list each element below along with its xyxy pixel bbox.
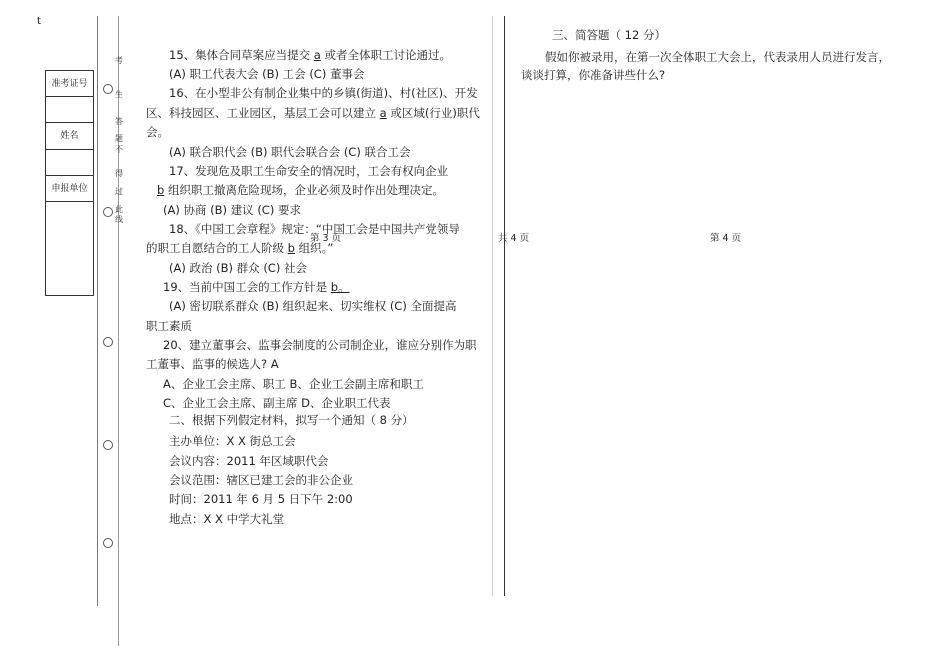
seal-char: 线 <box>115 215 123 224</box>
line-text: 区、科技园区、工业园区，基层工会可以建立 <box>146 106 380 120</box>
binding-hole <box>103 337 113 347</box>
question-line <box>163 396 391 411</box>
seal-char: 得 <box>115 169 123 178</box>
question-line <box>169 261 307 276</box>
line-text: (A) 政治 (B) 群众 (C) 社会 <box>169 261 307 275</box>
question-line <box>157 183 444 198</box>
question-line <box>169 145 410 160</box>
question-line <box>169 67 364 82</box>
exam-id-label: 准考证号 <box>46 71 93 97</box>
question-line <box>169 434 296 449</box>
question-line <box>169 512 284 527</box>
binding-line <box>97 16 98 606</box>
answer-blank: a <box>313 48 321 62</box>
line-text: 二、根据下列假定材料，拟写一个通知（ 8 分） <box>169 413 414 427</box>
question-line <box>169 48 451 63</box>
corner-mark: t <box>37 16 41 27</box>
line-text: 组织职工撤离危险现场，企业必须及时作出处理决定。 <box>164 183 444 197</box>
line-text: 18、《中国工会章程》规定：“中国工会是中国共产党领导 <box>169 222 460 236</box>
binding-hole <box>103 538 113 548</box>
binding-hole <box>103 207 113 217</box>
question-line <box>163 203 301 218</box>
question-line <box>169 413 414 428</box>
line-text: 主办单位：X X 街总工会 <box>169 434 296 448</box>
line-text: A、企业工会主席、职工 B、企业工会副主席和职工 <box>163 377 424 391</box>
line-text: (A) 职工代表大会 (B) 工会 (C) 董事会 <box>169 67 365 81</box>
line-text: 20、建立董事会、监事会制度的公司制企业，谁应分别作为职 <box>163 338 477 352</box>
line-text: 的职工自愿结合的工人阶级 <box>146 241 288 255</box>
unit-field <box>46 202 93 295</box>
question-line <box>146 106 480 121</box>
question-line <box>169 86 478 101</box>
line-text: 地点：X X 中学大礼堂 <box>169 512 285 526</box>
line-text: 15、集体合同草案应当提交 <box>169 48 314 62</box>
line-text: 会。 <box>146 125 169 139</box>
binding-hole <box>103 84 113 94</box>
line-text: 或者全体职工讨论通过。 <box>320 48 452 62</box>
line-text: 或区域(行业)职代 <box>386 106 480 120</box>
line-text: 19、当前中国工会的工作方针是 <box>163 280 331 294</box>
seal-char: 生 <box>115 90 123 99</box>
page-number-right: 第 4 页 <box>710 233 742 244</box>
line-text: 会议内容：2011 年区域职代会 <box>169 454 329 468</box>
question-line <box>169 164 448 179</box>
line-text: 17、发现危及职工生命安全的情况时，工会有权向企业 <box>169 164 449 178</box>
line-text: (A) 协商 (B) 建议 (C) 要求 <box>163 203 301 217</box>
seal-char: 考 <box>115 56 123 65</box>
question-line <box>169 299 456 314</box>
answer-blank: a <box>379 106 387 120</box>
essay-question-line-1: 假如你被录用，在第一次全体职工大会上，代表录用人员进行发言， <box>545 50 890 64</box>
question-line <box>146 319 192 334</box>
line-text: C、企业工会主席、副主席 D、企业职工代表 <box>163 396 391 410</box>
page-divider <box>504 16 505 596</box>
question-line <box>169 492 353 507</box>
answer-blank: b。 <box>330 280 350 294</box>
candidate-info-table <box>45 70 94 296</box>
answer-blank: b <box>287 241 295 255</box>
question-line <box>146 357 279 372</box>
name-field <box>46 150 93 176</box>
line-text: 组织。” <box>294 241 334 255</box>
seal-char: 不 <box>115 145 123 154</box>
page-total: 共 4 页 <box>498 233 530 244</box>
seal-char: 答 <box>115 117 123 126</box>
question-line <box>163 377 424 392</box>
question-line <box>163 338 477 353</box>
binding-hole <box>103 440 113 450</box>
line-text: (A) 密切联系群众 (B) 组织起来、切实维权 (C) 全面提高 <box>169 299 457 313</box>
question-line <box>163 280 350 295</box>
name-label: 姓名 <box>46 123 93 150</box>
question-line <box>169 454 328 469</box>
question-line <box>146 241 333 256</box>
line-text: 会议范围：辖区已建工会的非公企业 <box>169 473 353 487</box>
seal-char: 过 <box>115 187 123 196</box>
answer-blank: b <box>157 183 165 197</box>
line-text: 16、在小型非公有制企业集中的乡镇(街道)、村(社区)、开发 <box>169 86 478 100</box>
seal-char: 此 <box>115 205 123 214</box>
question-line <box>146 125 169 140</box>
seal-line <box>118 16 119 646</box>
line-text: 时间：2011 年 6 月 5 日下午 2:00 <box>169 492 353 506</box>
unit-label: 申报单位 <box>46 176 93 202</box>
line-text: 职工素质 <box>146 319 192 333</box>
seal-char: 题 <box>115 134 123 143</box>
section-three-heading: 三、简答题（ 12 分） <box>552 28 666 42</box>
line-text: (A) 联合职代会 (B) 职代会联合会 (C) 联合工会 <box>169 145 411 159</box>
page-divider-faint <box>492 16 493 596</box>
line-text: 工董事、监事的候选人? A <box>146 357 279 371</box>
essay-question-line-2: 谈谈打算，你准备讲些什么? <box>521 68 666 82</box>
exam-id-field <box>46 97 93 123</box>
page-number-left: 第 3 页 <box>310 233 342 244</box>
question-line <box>169 473 353 488</box>
